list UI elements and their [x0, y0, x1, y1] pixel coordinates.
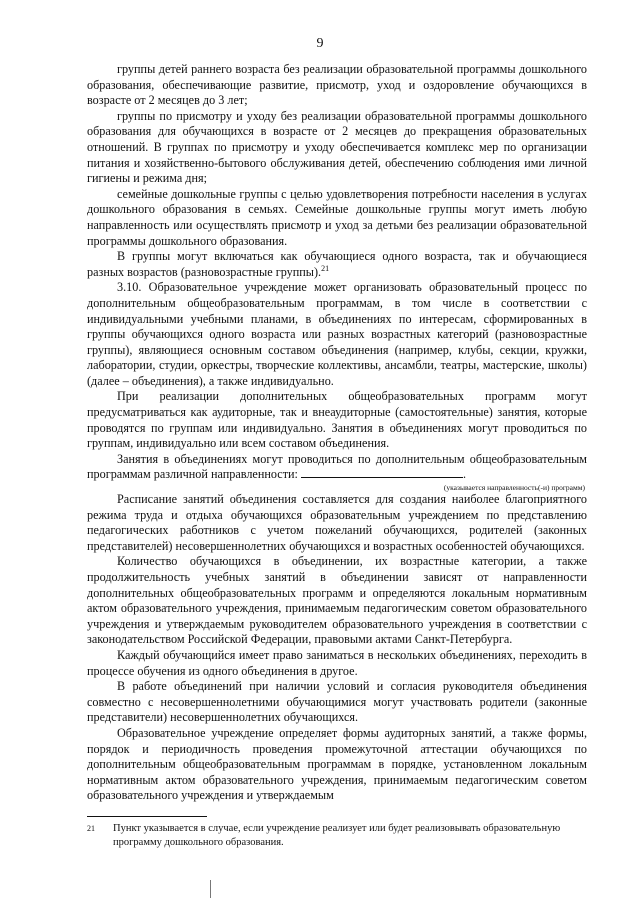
- page-number: 9: [316, 36, 324, 51]
- paragraph-care-groups: группы по присмотру и уходу без реализации образовательной программы дошкольного образования для обучающихся в возрасте от 2 месяцев до прекращения образовательных отношений. В группах по присмотру и уходу обеспечивается комплекс мер по организации питания и хозяйственно-бытового обслуживания детей, обеспечению соблюдения ими личной гигиены и режима дня;: [87, 108, 587, 186]
- footnote: [87, 822, 587, 850]
- document-body: [87, 62, 587, 804]
- paragraph-implementation: При реализации дополнительных общеобразовательных программ могут предусматриваться как аудиторные, так и внеаудиторные (самостоятельные) занятия, которые проводятся по группам или индивидуально. Занятия в объединениях могут проводиться по группам, индивидуально или всем составом объединения.: [87, 389, 587, 451]
- paragraph-quantity: Количество обучающихся в объединении, их возрастные категории, а также продолжительность учебных занятий в объединении зависят от направленности дополнительных общеобразовательных программ и определяются локальным нормативным актом образовательного учреждения, принимаемым педагогическим советом образовательного учреждения и утверждаемым руководителем образовательного учреждения в соответствии с законодательством Российской Федерации, правовыми актами Санкт-Петербурга.: [87, 554, 587, 647]
- footnote-mark: 21: [87, 824, 95, 833]
- footnote-text: Пункт указывается в случае, если учреждение реализует или будет реализовывать образовательную программу дошкольного образования.: [113, 823, 561, 848]
- direction-blank-note: (указывается направленность(-и) программ): [443, 483, 585, 493]
- paragraph-multiple-associations: Каждый обучающийся имеет право заниматься в нескольких объединениях, переходить в процессе обучения из одного объединения в другое.: [87, 647, 587, 678]
- paragraph-3-10: 3.10. Образовательное учреждение может организовать образовательный процесс по дополнительным общеобразовательным программам, в том числе в соответствии с индивидуальными учебными планами, в объединениях по интересам, сформированных в группы обучающихся одного возраста или разных возрастных категорий (разновозрастные группы), являющиеся основным составом объединения (например, клубы, секции, кружки, лаборатории, студии, оркестры, творческие коллективы, ансамбли, театры, мастерские, школы) (далее – объединения), а также индивидуально.: [87, 280, 587, 388]
- paragraph-schedule: Расписание занятий объединения составляется для создания наиболее благоприятного режима труда и отдыха обучающихся образовательным учреждением по представлению педагогических работников с учетом пожеланий обучающихся, родителей (законных представителей) несовершеннолетних обучающихся и возрастных особенностей обучающихся.: [87, 492, 587, 553]
- paragraph-directions: Занятия в объединениях могут проводиться по дополнительным общеобразовательным программам различной направленности: .: [87, 451, 587, 482]
- footnote-reference[interactable]: 21: [321, 263, 330, 273]
- paragraph-family-groups: семейные дошкольные группы с целью удовлетворения потребности населения в услугах дошкольного образования в семьях. Семейные дошкольные группы могут иметь любую направленность или осуществлять присмотр и уход за детьми без реализации образовательной программы дошкольного образования.: [87, 186, 587, 248]
- footnote-separator: [87, 816, 207, 817]
- paragraph-early-age-groups: группы детей раннего возраста без реализации образовательной программы дошкольного образования, обеспечивающие развитие, присмотр, уход и оздоровление обучающихся в возрасте от 2 месяцев до 3 лет;: [87, 62, 587, 108]
- direction-blank-line: [301, 467, 463, 478]
- scan-artifact-line: [210, 880, 211, 898]
- paragraph-parents: В работе объединений при наличии условий и согласия руководителя объединения совместно с несовершеннолетними обучающимися могут участвовать родители (законные представители) несовершеннолетних обучающихся.: [87, 679, 587, 725]
- paragraph-forms: Образовательное учреждение определяет формы аудиторных занятий, а также формы, порядок и периодичность проведения промежуточной аттестации обучающихся по дополнительным общеобразовательным программам в порядке, установленном локальным нормативным актом образовательного учреждения, принимаемым педагогическим советом образовательного учреждения и утверждаемым: [87, 725, 587, 803]
- paragraph-mixed-age-groups: В группы могут включаться как обучающиеся одного возраста, так и обучающиеся разных возрастов (разновозрастные группы).$^{21}$: [87, 249, 587, 279]
